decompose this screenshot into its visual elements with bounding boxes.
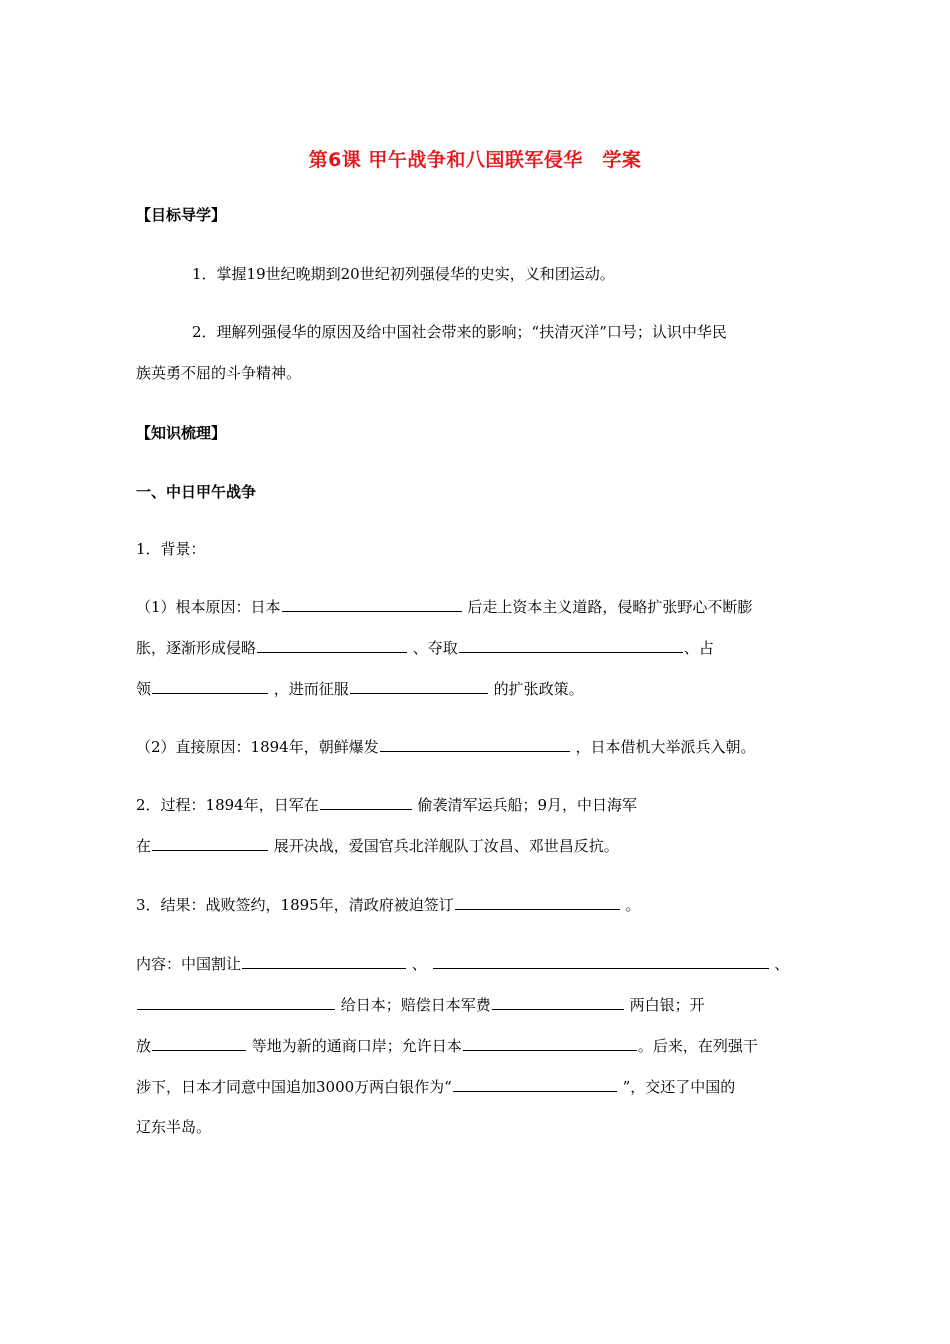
fill-blank[interactable] (433, 952, 769, 969)
fill-blank[interactable] (152, 834, 268, 851)
fill-blank[interactable] (242, 952, 406, 969)
text: 、夺取 (412, 639, 458, 657)
text: ，日本借机大举派兵入朝。 (575, 738, 756, 756)
text: 后走上资本主义道路，侵略扩张野心不断膨 (467, 598, 753, 616)
text: 3．结果：战败签约，1895年，清政府被迫签订 (136, 896, 454, 914)
root-cause-line-1 (136, 595, 752, 618)
text: 、 (411, 955, 427, 973)
text: 放 (136, 1037, 152, 1055)
text: 。 (625, 896, 641, 914)
text: 、占 (683, 639, 714, 657)
text: 、 (774, 955, 790, 973)
text: 偷袭清军运兵船；9月，中日海军 (417, 796, 638, 814)
fill-blank[interactable] (257, 636, 407, 653)
text: 等地为新的通商口岸；允许日本 (251, 1037, 462, 1055)
section-heading: 一、中日甲午战争 (136, 483, 257, 501)
fill-blank[interactable] (463, 1034, 637, 1051)
goal-item-1: 1．掌握19世纪晚期到20世纪初列强侵华的史实，义和团运动。 (192, 265, 615, 283)
fill-blank[interactable] (380, 735, 570, 752)
content-line-1 (136, 952, 789, 975)
goal-header: 【目标导学】 (136, 206, 227, 224)
direct-cause-line (136, 735, 756, 758)
content-line-2 (136, 993, 705, 1016)
fill-blank[interactable] (350, 677, 488, 694)
text: （2）直接原因：1894年，朝鲜爆发 (136, 738, 379, 756)
text: ”，交还了中国的 (622, 1078, 736, 1096)
fill-blank[interactable] (453, 1075, 617, 1092)
fill-blank[interactable] (152, 677, 268, 694)
root-cause-line-2 (136, 636, 714, 659)
root-cause-line-3 (136, 677, 584, 700)
goal-item-2: 2．理解列强侵华的原因及给中国社会带来的影响；“扶清灭洋”口号；认识中华民 (192, 323, 727, 341)
text: 。后来，在列强干 (637, 1037, 758, 1055)
text: 的扩张政策。 (493, 680, 584, 698)
process-line-1 (136, 793, 637, 816)
process-line-2 (136, 834, 619, 857)
fill-blank[interactable] (492, 993, 624, 1010)
content-line-3 (136, 1034, 758, 1057)
text: 胀，逐渐形成侵略 (136, 639, 257, 657)
text: 两白银；开 (629, 996, 705, 1014)
text: （1）根本原因：日本 (136, 598, 281, 616)
text: 领 (136, 680, 152, 698)
fill-blank[interactable] (137, 993, 335, 1010)
content-line-4 (136, 1075, 735, 1098)
text: 在 (136, 837, 152, 855)
goal-item-2-cont: 族英勇不屈的斗争精神。 (136, 364, 302, 382)
text: 给日本；赔偿日本军费 (340, 996, 491, 1014)
content-line-5: 辽东半岛。 (136, 1118, 212, 1136)
fill-blank[interactable] (282, 595, 462, 612)
fill-blank[interactable] (459, 636, 683, 653)
text: 涉下，日本才同意中国追加3000万两白银作为“ (136, 1078, 452, 1096)
page-title: 第6课 甲午战争和八国联军侵华 学案 (308, 149, 642, 171)
fill-blank[interactable] (152, 1034, 246, 1051)
result-line (136, 893, 641, 916)
text: 2．过程：1894年，日军在 (136, 796, 319, 814)
fill-blank[interactable] (320, 793, 412, 810)
knowledge-header: 【知识梳理】 (136, 424, 227, 442)
text: 展开决战，爱国官兵北洋舰队丁汝昌、邓世昌反抗。 (273, 837, 619, 855)
text: ，进而征服 (273, 680, 349, 698)
background-label: 1．背景： (136, 540, 206, 558)
fill-blank[interactable] (455, 893, 620, 910)
text: 内容：中国割让 (136, 955, 242, 973)
